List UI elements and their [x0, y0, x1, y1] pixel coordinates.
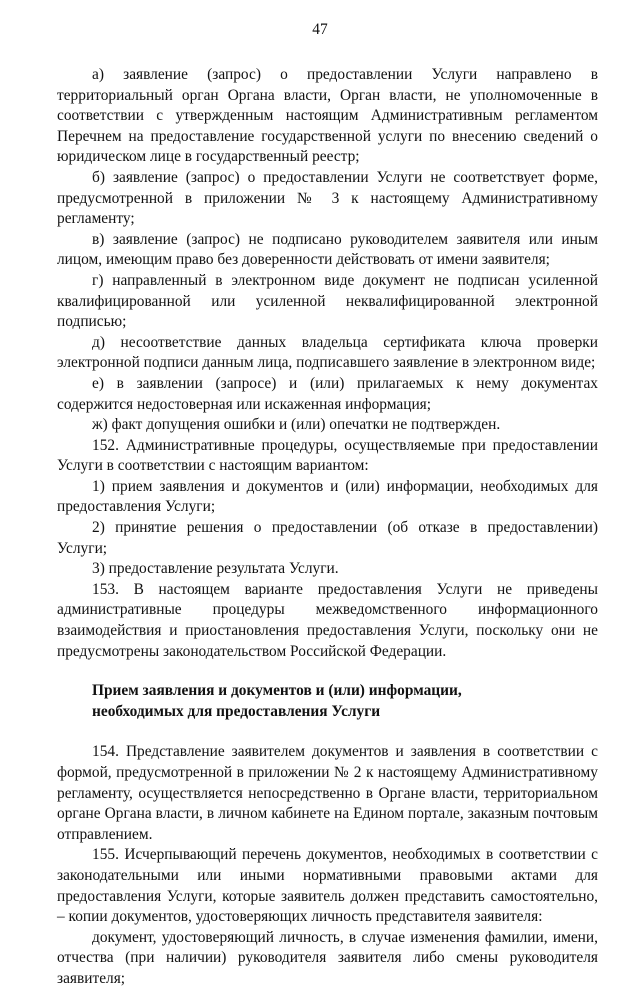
paragraph-154: 154. Представление заявителем документов и заявления в соответствии с формой, предусмотренной в приложении № 2 к настоящему Административному регламенту, осуществляется непосредственно в Органе власти, территориальном органе Органа власти, в личном кабинете на Едином портале, заказным почтовым отправлением.: [57, 743, 598, 843]
page-number: 47: [312, 21, 328, 38]
paragraph-155-document: документ, удостоверяющий личность, в случае изменения фамилии, имени, отчества (при наличии) руководителя заявителя либо смены руководителя заявителя;: [57, 928, 598, 987]
section-heading-line-2: необходимых для предоставления Услуги: [92, 702, 381, 720]
paragraph-item-b: б) заявление (запрос) о предоставлении Услуги не соответствует форме, предусмотренной в приложении № 3 к настоящему Административному регламенту;: [57, 168, 598, 228]
document-body: [57, 65, 598, 990]
section-heading: [57, 681, 598, 722]
paragraph-152-item-3: 3) предоставление результата Услуги.: [92, 560, 339, 578]
paragraph-item-v: в) заявление (запрос) не подписано руководителем заявителя или иным лицом, имеющим право без доверенности действовать от имени заявителя;: [57, 230, 598, 269]
paragraph-item-e: е) в заявлении (запросе) и (или) прилагаемых к нему документах содержится недостоверная или искаженная информация;: [57, 374, 598, 413]
paragraph-item-a: а) заявление (запрос) о предоставлении Услуги направлено в территориальный орган Органа власти, Орган власти, не уполномоченные в соответствии с утвержденным настоящим Административным регламентом Перечнем на предоставление государственной услуги по внесению сведений о юридическом лице в государственный реестр;: [57, 66, 598, 166]
paragraph-153: 153. В настоящем варианте предоставления Услуги не приведены административные процедуры межведомственного информационного взаимодействия и приостановления предоставления Услуги, поскольку они не предусмотрены законодательством Российской Федерации.: [57, 580, 598, 660]
paragraph-152-item-1: 1) прием заявления и документов и (или) информации, необходимых для предоставления Услуги;: [57, 477, 598, 516]
paragraph-155: 155. Исчерпывающий перечень документов, необходимых в соответствии с законодательными или иными нормативными правовыми актами для предоставления Услуги, которые заявитель должен представить самостоятельно, – копии документов, удостоверяющих личность представителя заявителя:: [57, 846, 598, 926]
paragraph-item-d: д) несоответствие данных владельца сертификата ключа проверки электронной подписи данным лица, подписавшего заявление в электронном виде;: [57, 333, 598, 372]
paragraph-152-item-2: 2) принятие решения о предоставлении (об отказе в предоставлении) Услуги;: [57, 519, 598, 557]
paragraph-item-zh: ж) факт допущения ошибки и (или) опечатки не подтвержден.: [92, 416, 501, 434]
paragraph-152: 152. Административные процедуры, осуществляемые при предоставлении Услуги в соответствии с настоящим вариантом:: [57, 436, 598, 475]
section-heading-line-1: Прием заявления и документов и (или) информации,: [92, 682, 462, 700]
paragraph-item-g: г) направленный в электронном виде документ не подписан усиленной квалифицированной или усиленной неквалифицированной электронной подписью;: [57, 271, 598, 331]
